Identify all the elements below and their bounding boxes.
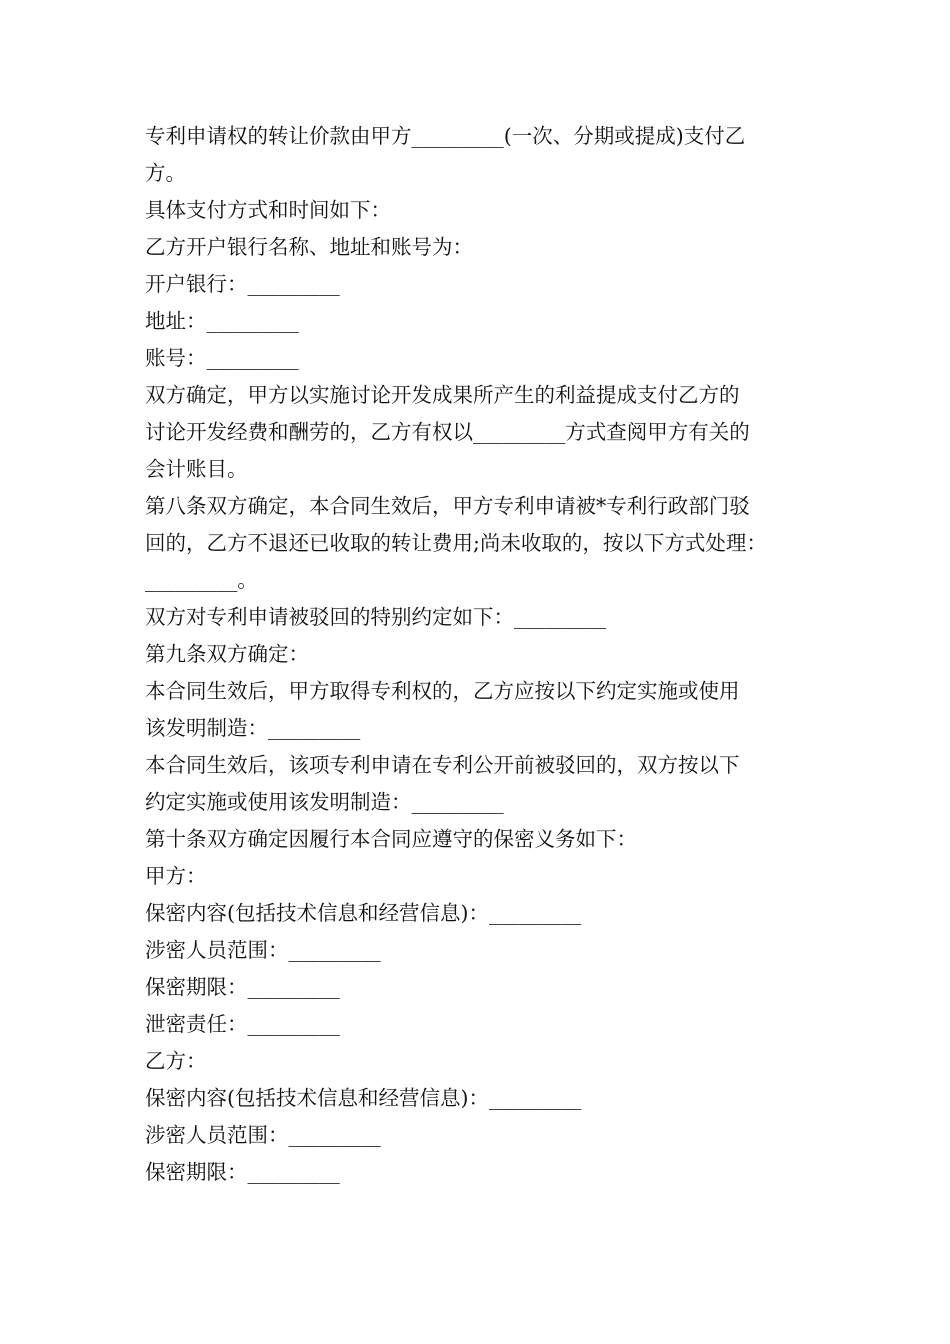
text-line: 本合同生效后，该项专利申请在专利公开前被驳回的，双方按以下: [145, 753, 740, 777]
text-line: 双方确定，甲方以实施讨论开发成果所产生的利益提成支付乙方的: [145, 383, 740, 407]
address-field: 地址：_________: [145, 309, 299, 333]
text-line: 方。: [145, 161, 186, 185]
bank-name-field: 开户银行：_________: [145, 272, 340, 296]
party-a-label: 甲方：: [145, 864, 207, 888]
party-a-personnel-scope: 涉密人员范围：_________: [145, 938, 381, 962]
document-page: [145, 118, 813, 1191]
article-10-heading: 第十条双方确定因履行本合同应遵守的保密义务如下：: [145, 827, 637, 851]
text-line: 专利申请权的转让价款由甲方_________(一次、分期或提成)支付乙: [145, 124, 746, 148]
party-a-confidential-content: 保密内容(包括技术信息和经营信息)：_________: [145, 901, 582, 925]
text-line: 回的，乙方不退还已收取的转让费用;尚未收取的，按以下方式处理：: [145, 531, 767, 555]
party-a-confidential-period: 保密期限：_________: [145, 975, 340, 999]
text-line: 讨论开发经费和酬劳的，乙方有权以_________方式查阅甲方有关的: [145, 420, 750, 444]
text-line: _________。: [145, 568, 258, 592]
text-line: 双方对专利申请被驳回的特别约定如下：_________: [145, 605, 607, 629]
text-line: 本合同生效后，甲方取得专利权的，乙方应按以下约定实施或使用: [145, 679, 740, 703]
party-b-personnel-scope: 涉密人员范围：_________: [145, 1123, 381, 1147]
text-line: 约定实施或使用该发明制造：_________: [145, 790, 504, 814]
party-b-label: 乙方：: [145, 1049, 207, 1073]
text-line: 乙方开户银行名称、地址和账号为：: [145, 235, 473, 259]
party-b-confidential-period: 保密期限：_________: [145, 1160, 340, 1184]
party-a-leak-liability: 泄密责任：_________: [145, 1012, 340, 1036]
text-line: 会计账目。: [145, 457, 248, 481]
text-line: 该发明制造：_________: [145, 716, 361, 740]
party-b-confidential-content: 保密内容(包括技术信息和经营信息)：_________: [145, 1086, 582, 1110]
account-number-field: 账号：_________: [145, 346, 299, 370]
article-8-heading: 第八条双方确定，本合同生效后，甲方专利申请被*专利行政部门驳: [145, 494, 750, 518]
article-9-heading: 第九条双方确定：: [145, 642, 309, 666]
text-line: 具体支付方式和时间如下：: [145, 198, 391, 222]
